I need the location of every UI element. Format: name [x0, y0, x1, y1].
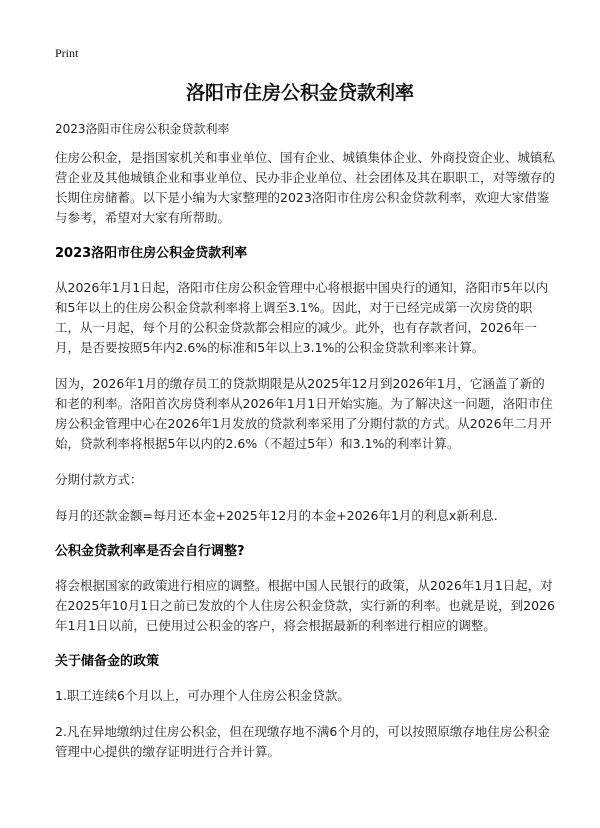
policy-item-1: 1.职工连续6个月以上，可办理个人住房公积金贷款。: [55, 688, 350, 703]
rates-paragraph-1: 从2026年1月1日起，洛阳市住房公积金管理中心将根据中国央行的通知，洛阳市5年以内和5年以上的住房公积金贷款利率将上调至3.1%。因此，对于已经完成第一次房贷的职工，从一月起，每个月的公积金贷款都会相应的减少。此外，也有存款者问，2026年一月，是否要按照5年内2.6%的标准和5年以上3.1%的公积金贷款利率来计算。: [55, 280, 549, 355]
page-title: 洛阳市住房公积金贷款利率: [185, 82, 414, 104]
rates-paragraph-2: 因为，2026年1月的缴存员工的贷款期限是从2025年12月到2026年1月，它涵盖了新的和老的利率。洛阳首次房贷利率从2026年1月1日开始实施。为了解决这一问题，洛阳市住房公积金管理中心在2026年1月发放的贷款利率采用了分期付款的方式。从2026年二月开始，贷款利率将根据5年以内的2.6%（不超过5年）和3.1%的利率计算。: [55, 376, 553, 451]
adjustment-paragraph: 将会根据国家的政策进行相应的调整。根据中国人民银行的政策，从2026年1月1日起，对在2025年10月1日之前已发放的个人住房公积金贷款，实行新的利率。也就是说，到2026年1月1日以前，已使用过公积金的客户，将会根据最新的利率进行相应的调整。: [55, 578, 555, 633]
policy-item-2: 2.凡在异地缴纳过住房公积金，但在现缴存地不满6个月的，可以按照原缴存地住房公积金管理中心提供的缴存证明进行合并计算。: [55, 724, 550, 759]
section-heading-adjustment: 公积金贷款利率是否会自行调整?: [55, 544, 245, 559]
document-subtitle: 2023洛阳市住房公积金贷款利率: [55, 122, 230, 136]
rates-paragraph-3: 分期付款方式：: [55, 472, 143, 487]
section-heading-policy: 关于储备金的政策: [55, 654, 160, 669]
section-heading-rates: 2023洛阳市住房公积金贷款利率: [55, 246, 248, 261]
rates-paragraph-4: 每月的还款金额=每月还本金+2025年12月的本金+2026年1月的利息x新利息.: [55, 508, 498, 523]
intro-paragraph: 住房公积金，是指国家机关和事业单位、国有企业、城镇集体企业、外商投资企业、城镇私营企业及其他城镇企业和事业单位、民办非企业单位、社会团体及其在职职工，对等缴存的长期住房储蓄。以下是小编为大家整理的2023洛阳市住房公积金贷款利率，欢迎大家借鉴与参考，希望对大家有所帮助。: [55, 150, 556, 225]
article-body: [55, 148, 555, 778]
print-link[interactable]: Print: [55, 46, 79, 60]
